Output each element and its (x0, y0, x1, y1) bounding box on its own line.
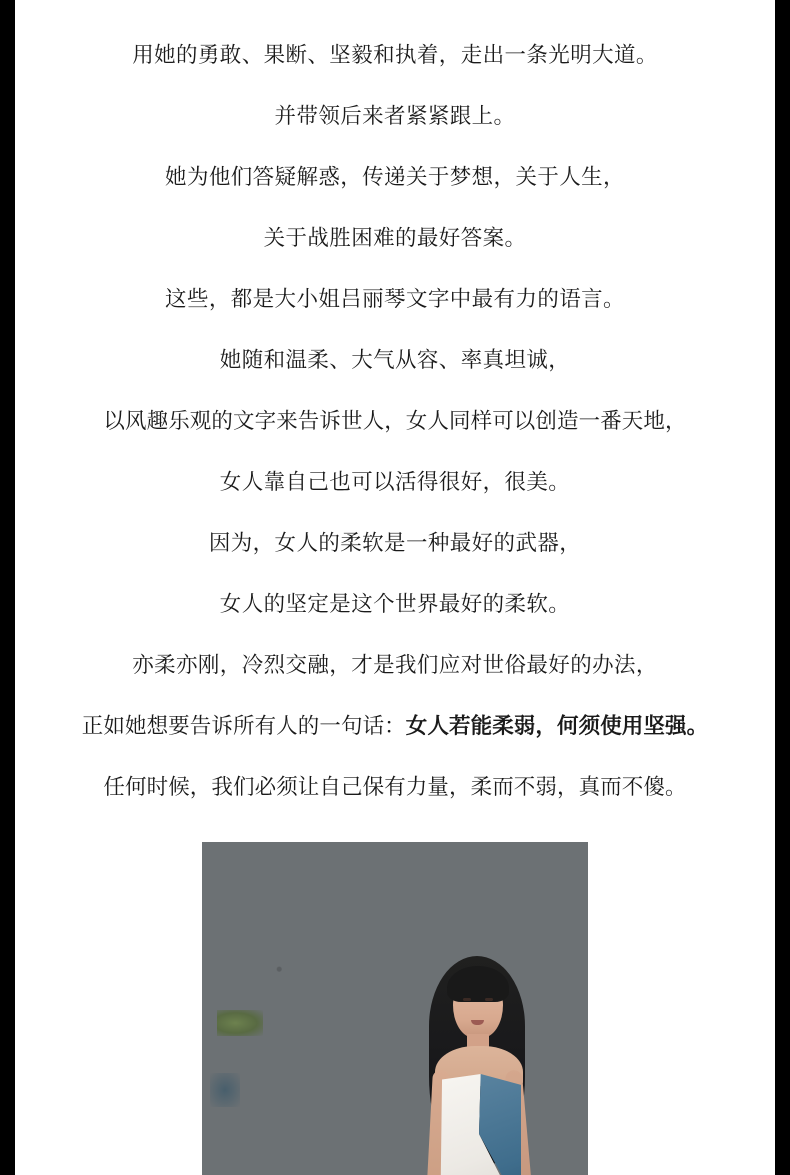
paragraph-line: 这些，都是大小姐吕丽琴文字中最有力的语言。 (165, 286, 625, 311)
article-sheet (15, 0, 775, 1175)
eye-right (485, 998, 493, 1001)
paragraph-line: 她为他们答疑解惑，传递关于梦想，关于人生， (165, 164, 625, 189)
moss-patch-secondary (210, 1073, 240, 1107)
paragraph-line: 女人靠自己也可以活得很好，很美。 (219, 469, 571, 494)
moss-patch (217, 1010, 263, 1036)
paragraph-line-highlight (55, 707, 735, 747)
photo-container (55, 842, 735, 1175)
paragraph-line: 女人的坚定是这个世界最好的柔软。 (219, 591, 571, 616)
eye-left (463, 998, 471, 1001)
woman-figure (377, 950, 577, 1175)
line-bold-text: 女人若能柔弱，何须使用坚强。 (405, 713, 709, 738)
paragraph-line: 亦柔亦刚，冷烈交融，才是我们应对世俗最好的办法， (132, 652, 658, 677)
paragraph-line: 关于战胜困难的最好答案。 (263, 225, 527, 250)
paragraph-line: 她随和温柔、大气从容、率真坦诚， (219, 347, 571, 372)
line-lead-text: 正如她想要告诉所有人的一句话： (81, 713, 406, 738)
paragraph-line: 因为，女人的柔软是一种最好的武器， (208, 530, 582, 555)
woman-standing-by-stone-wall-photo (202, 842, 588, 1175)
hair-fringe (447, 966, 509, 1002)
paragraph-line: 并带领后来者紧紧跟上。 (274, 103, 516, 128)
paragraph-line: 用她的勇敢、果断、坚毅和执着，走出一条光明大道。 (132, 42, 658, 67)
paragraph-line: 以风趣乐观的文字来告诉世人，女人同样可以创造一番天地， (103, 408, 687, 433)
paragraph-line: 任何时候，我们必须让自己保有力量，柔而不弱，真而不傻。 (103, 774, 687, 799)
article-body (15, 0, 775, 1175)
